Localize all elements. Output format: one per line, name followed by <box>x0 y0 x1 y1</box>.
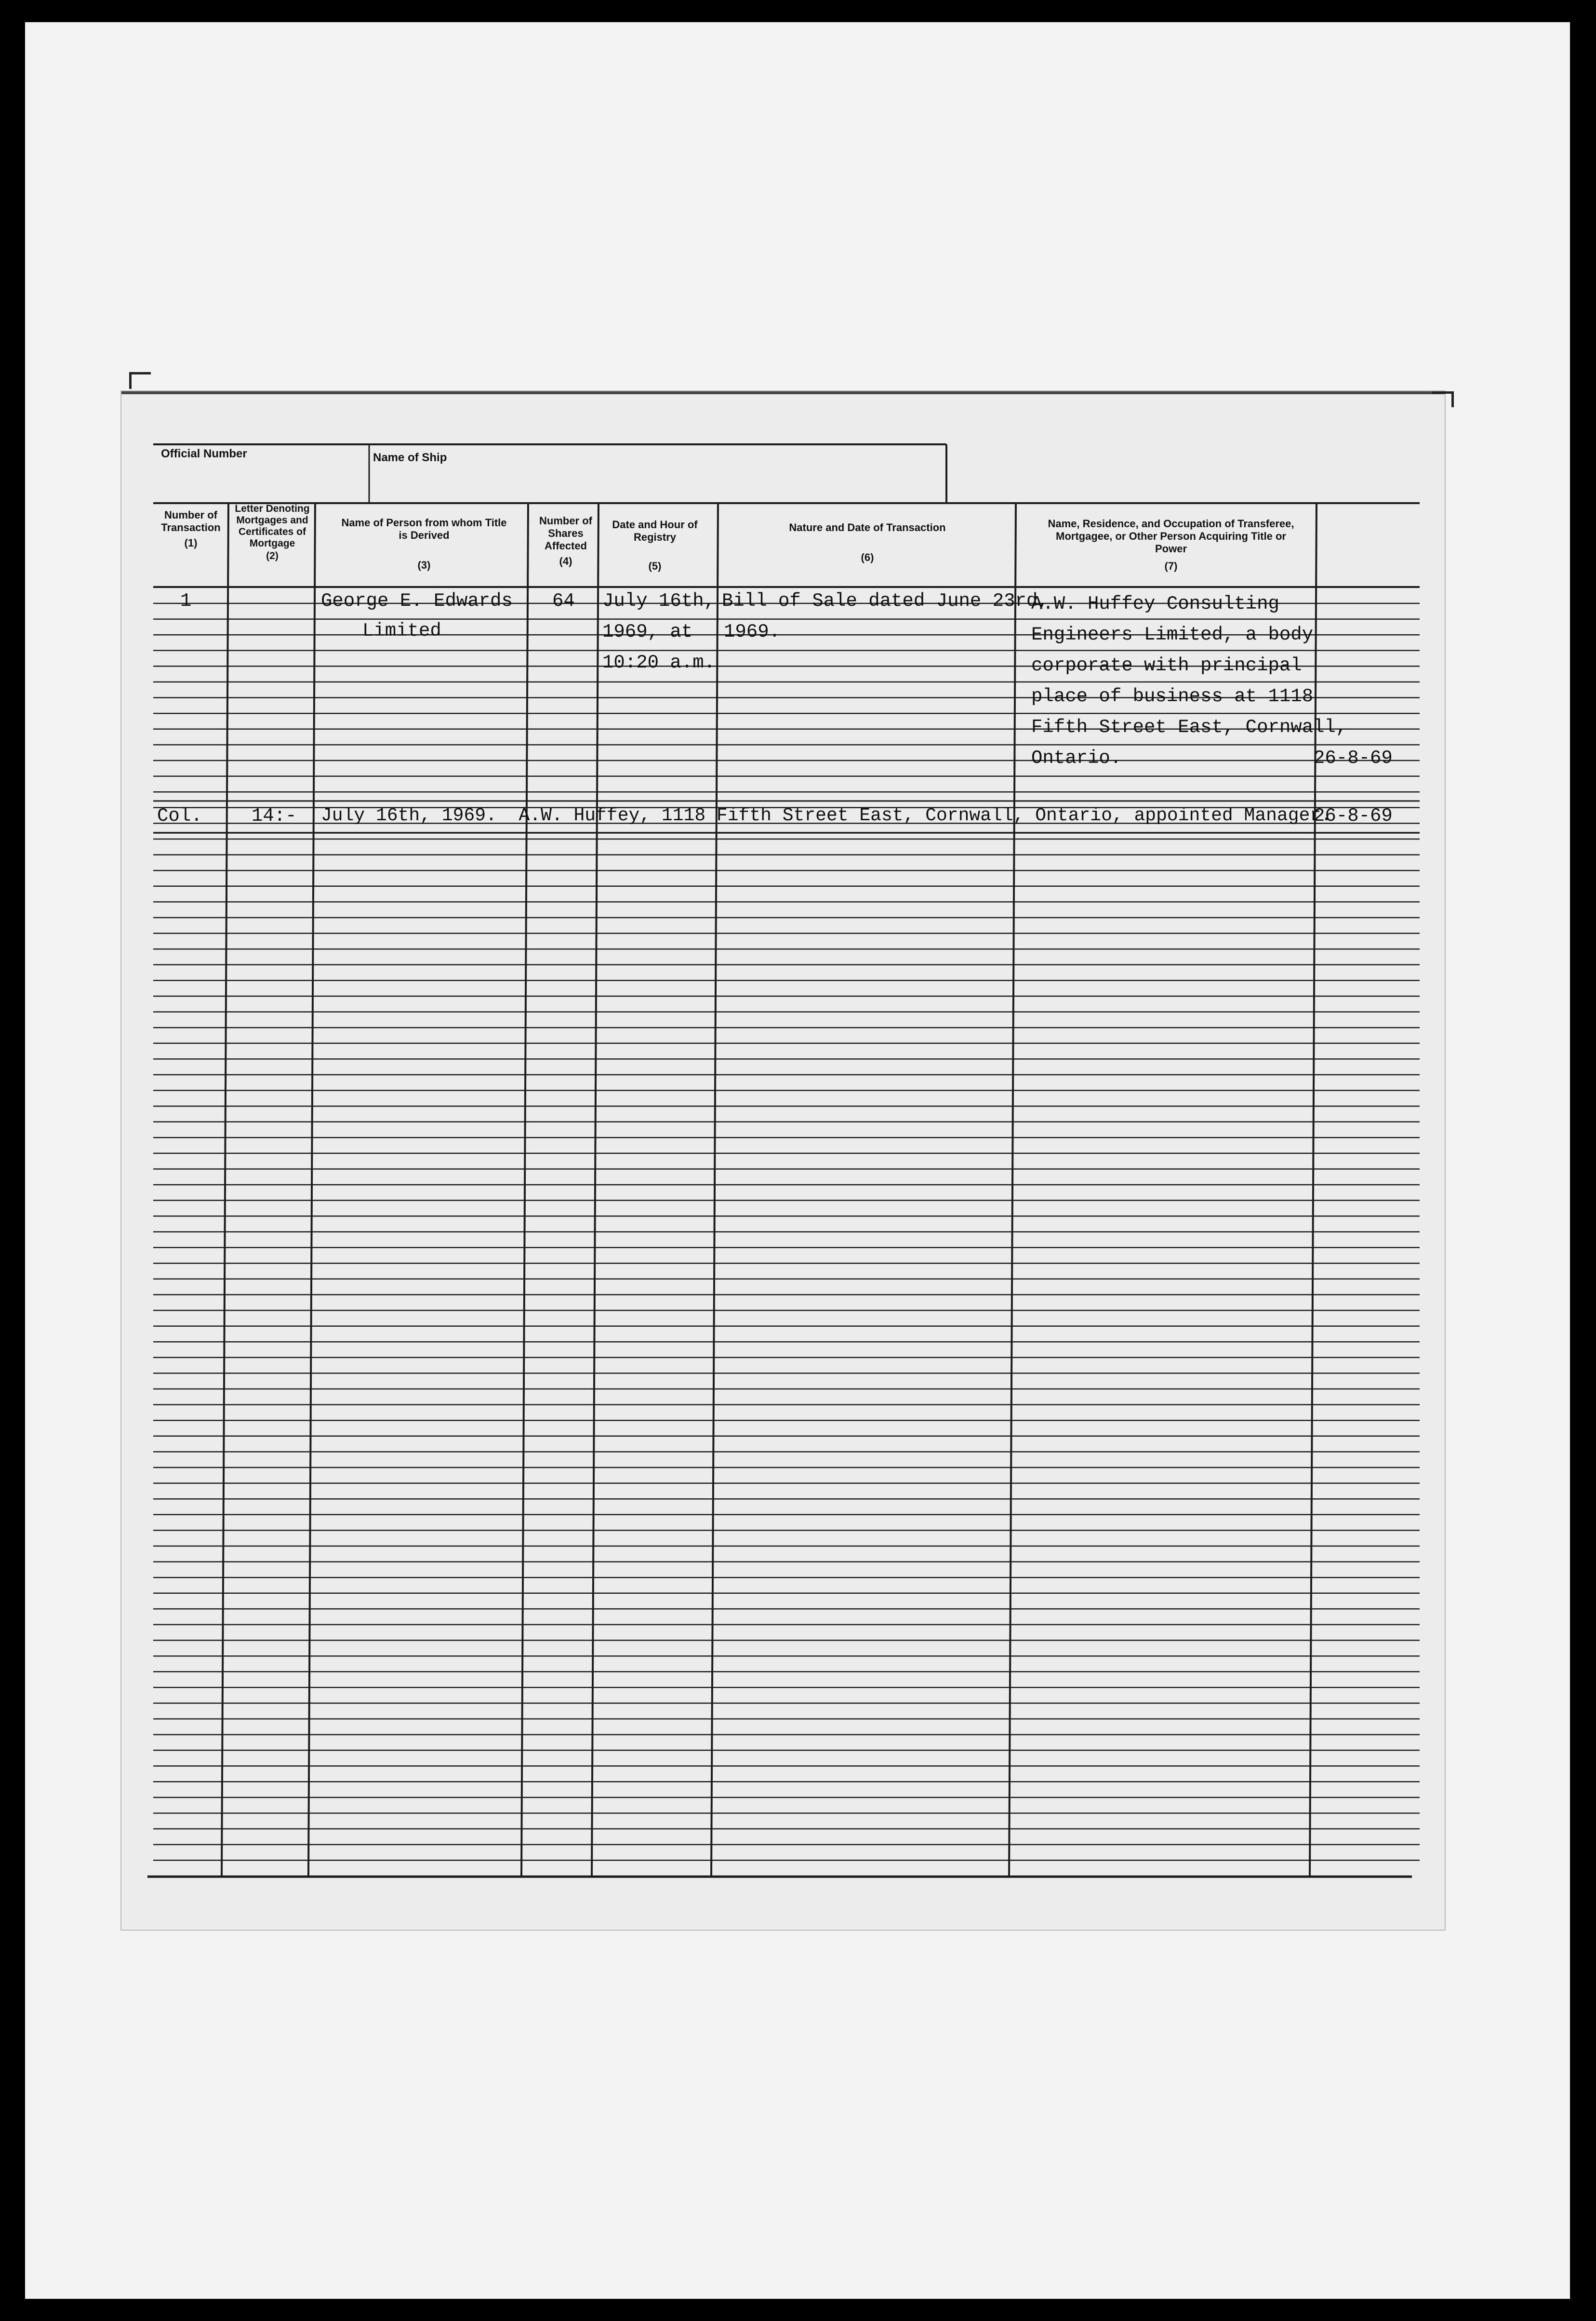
column-divider <box>521 503 528 1877</box>
transaction-1-registry-line-3: 10:20 a.m. <box>602 652 716 673</box>
transaction-1-shares: 64 <box>552 590 575 612</box>
column-header-3-text: Name of Person from whom Title is Derived <box>341 517 507 541</box>
transaction-1-derived-line-2: Limited <box>362 620 441 641</box>
column-header-2 <box>230 503 314 562</box>
column-header-2-number: (2) <box>266 550 279 561</box>
official-number-label: Official Number <box>161 447 247 460</box>
column-header-4-number: (4) <box>559 555 572 567</box>
column-header-5 <box>601 519 708 573</box>
column-divider <box>592 503 598 1877</box>
column-header-6-number: (6) <box>861 551 874 563</box>
col-note-label: Col. <box>157 805 202 827</box>
column-divider <box>711 503 718 1877</box>
transaction-1-transferee-line-1: A.W. Huffey Consulting <box>1031 593 1279 614</box>
column-header-4-text: Number of Shares Affected <box>539 515 592 552</box>
column-divider <box>222 503 228 1877</box>
column-header-1 <box>154 509 227 549</box>
transaction-1-transferee-line-6: Ontario. <box>1031 747 1122 769</box>
column-divider <box>308 503 315 1877</box>
column-header-6-text: Nature and Date of Transaction <box>789 521 946 534</box>
transaction-1-transferee-line-3: corporate with principal <box>1031 655 1302 676</box>
column-header-5-number: (5) <box>648 560 662 572</box>
transaction-1-stamp-date: 26-8-69 <box>1314 747 1393 769</box>
transaction-1-transferee-line-2: Engineers Limited, a body <box>1031 624 1314 645</box>
column-header-7-number: (7) <box>1164 560 1178 572</box>
column-header-1-number: (1) <box>184 537 198 549</box>
col-note-stamp-date: 26-8-69 <box>1314 805 1393 827</box>
transaction-1-derived-line-1: George E. Edwards <box>321 590 513 612</box>
column-header-7-text: Name, Residence, and Occupation of Transferee, Mortgagee, or Other Person Acquiring Title or Power <box>1048 518 1294 555</box>
ship-name-label: Name of Ship <box>373 451 447 464</box>
column-header-3-number: (3) <box>417 559 431 571</box>
column-header-5-text: Date and Hour of Registry <box>612 519 698 543</box>
column-header-3 <box>337 517 511 572</box>
transaction-1-transferee-line-4: place of business at 1118 <box>1031 686 1314 707</box>
transaction-1-number: 1 <box>180 590 192 612</box>
column-header-1-text: Number of Transaction <box>161 509 221 534</box>
column-header-2-text: Letter Denoting Mortgages and Certificates of Mortgage <box>235 503 310 549</box>
transaction-1-nature-line-1: Bill of Sale dated June 23rd, <box>722 590 1049 612</box>
column-header-4 <box>532 515 599 568</box>
column-header-6 <box>781 521 954 564</box>
col-note-ref: 14:- <box>252 805 297 827</box>
transaction-1-nature-line-2: 1969. <box>724 621 781 642</box>
transaction-1-registry-line-1: July 16th, <box>602 590 716 612</box>
column-divider <box>1009 503 1016 1877</box>
column-header-7 <box>1041 518 1301 573</box>
transaction-1-registry-line-2: 1969, at <box>602 621 693 642</box>
transaction-1-transferee-line-5: Fifth Street East, Cornwall, <box>1031 717 1347 738</box>
col-note-text: July 16th, 1969. A.W. Huffey, 1118 Fifth Street East, Cornwall, Ontario, appointed Manager. <box>321 805 1332 826</box>
